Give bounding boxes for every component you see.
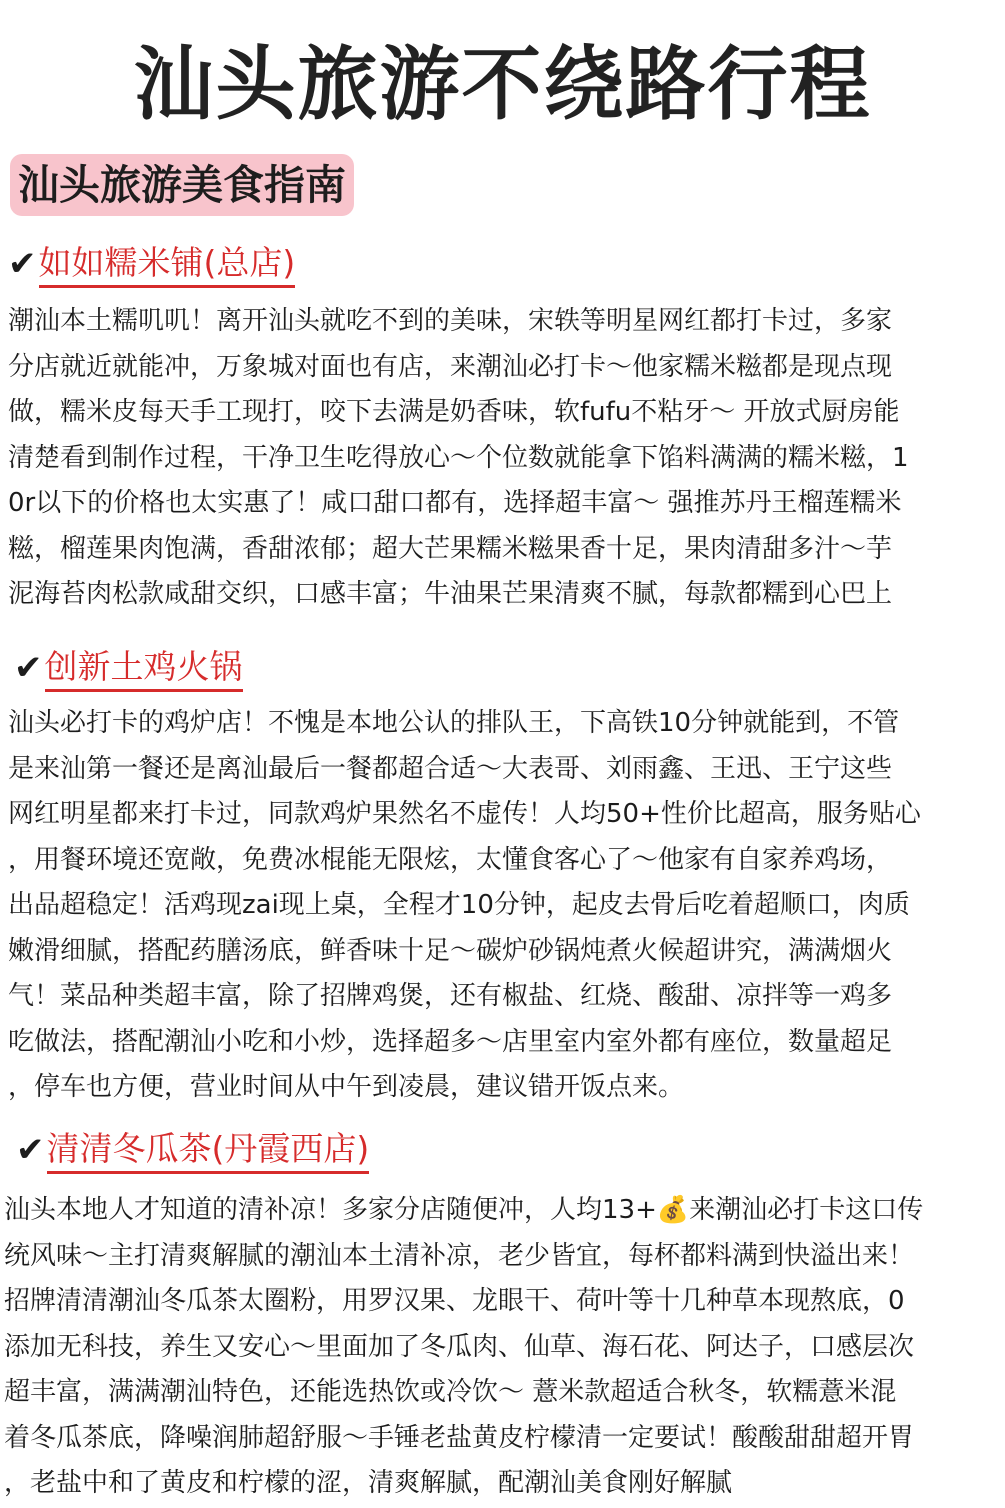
section-heading-text: 清清冬瓜茶(丹霞西店)	[47, 1127, 370, 1174]
check-icon: ✔	[8, 244, 37, 284]
paragraph-line: 是来汕第一餐还是离汕最后一餐都超合适～大表哥、刘雨鑫、王迅、王宁这些	[8, 753, 893, 784]
section-heading-1	[8, 240, 295, 288]
paragraph-line: 招牌清清潮汕冬瓜茶太圈粉，用罗汉果、龙眼干、荷叶等十几种草本现熬底，0	[4, 1286, 905, 1316]
section-paragraph-3	[4, 1188, 999, 1507]
section-heading-text: 如如糯米铺(总店)	[39, 241, 296, 288]
paragraph-line: 出品超稳定！活鸡现zai现上桌，全程才10分钟，起皮去骨后吃着超顺口，肉质	[8, 890, 910, 920]
paragraph-line: 超丰富，满满潮汕特色，还能选热饮或冷饮～ 薏米款超适合秋冬，软糯薏米混	[4, 1377, 897, 1407]
paragraph-line: 泥海苔肉松款咸甜交织，口感丰富；牛油果芒果清爽不腻，每款都糯到心巴上	[8, 579, 893, 609]
paragraph-line: 吃做法，搭配潮汕小吃和小炒，选择超多～店里室内室外都有座位，数量超足	[8, 1026, 893, 1057]
paragraph-line: 糍，榴莲果肉饱满，香甜浓郁；超大芒果糯米糍果香十足，果肉清甜多汁～芋	[8, 533, 893, 564]
section-paragraph-1	[8, 299, 1003, 618]
paragraph-line: ，停车也方便，营业时间从中午到凌晨，建议错开饭点来。	[8, 1072, 685, 1102]
paragraph-line: ，用餐环境还宽敞，免费冰棍能无限炫，太懂食客心了～他家有自家养鸡场，	[8, 844, 893, 875]
paragraph-line: 分店就近就能冲，万象城对面也有店，来潮汕必打卡～他家糯米糍都是现点现	[8, 351, 893, 382]
paragraph-line: 汕头必打卡的鸡炉店！不愧是本地公认的排队王，下高铁10分钟就能到，不管	[8, 708, 900, 738]
section-heading-text: 创新土鸡火锅	[45, 645, 243, 692]
paragraph-line: 潮汕本土糯叽叽！离开汕头就吃不到的美味，宋轶等明星网红都打卡过，多家	[8, 306, 893, 336]
section-heading-2	[14, 644, 243, 692]
paragraph-line: 清楚看到制作过程，干净卫生吃得放心～个位数就能拿下馅料满满的糯米糍，1	[8, 442, 909, 473]
paragraph-line: 嫩滑细腻，搭配药膳汤底，鲜香味十足～碳炉砂锅炖煮火候超讲究，满满烟火	[8, 935, 893, 966]
guide-tag: 汕头旅游美食指南	[10, 154, 354, 216]
paragraph-line: 添加无科技，养生又安心～里面加了冬瓜肉、仙草、海石花、阿达子，口感层次	[4, 1331, 915, 1362]
paragraph-line: 0r以下的价格也太实惠了！咸口甜口都有，选择超丰富～ 强推苏丹王榴莲糯米	[8, 488, 902, 518]
page-title: 汕头旅游不绕路行程	[133, 38, 872, 131]
section-paragraph-2	[8, 701, 1003, 1111]
paragraph-line: 汕头本地人才知道的清补凉！多家分店随便冲，人均13+💰来潮汕必打卡这口传	[4, 1195, 924, 1225]
paragraph-line: 着冬瓜茶底，降噪润肺超舒服～手锤老盐黄皮柠檬清一定要试！酸酸甜甜超开胃	[4, 1422, 915, 1453]
check-icon: ✔	[14, 648, 43, 688]
paragraph-line: 网红明星都来打卡过，同款鸡炉果然名不虚传！人均50+性价比超高，服务贴心	[8, 799, 921, 829]
paragraph-line: ，老盐中和了黄皮和柠檬的涩，清爽解腻，配潮汕美食刚好解腻	[4, 1468, 733, 1498]
paragraph-line: 气！菜品种类超丰富，除了招牌鸡煲，还有椒盐、红烧、酸甜、凉拌等一鸡多	[8, 981, 893, 1011]
section-heading-3	[16, 1126, 369, 1174]
paragraph-line: 做，糯米皮每天手工现打，咬下去满是奶香味，软fufu不粘牙～ 开放式厨房能	[8, 397, 900, 427]
check-icon: ✔	[16, 1130, 45, 1170]
paragraph-line: 统风味～主打清爽解腻的潮汕本土清补凉，老少皆宜，每杯都料满到快溢出来！	[4, 1240, 915, 1271]
